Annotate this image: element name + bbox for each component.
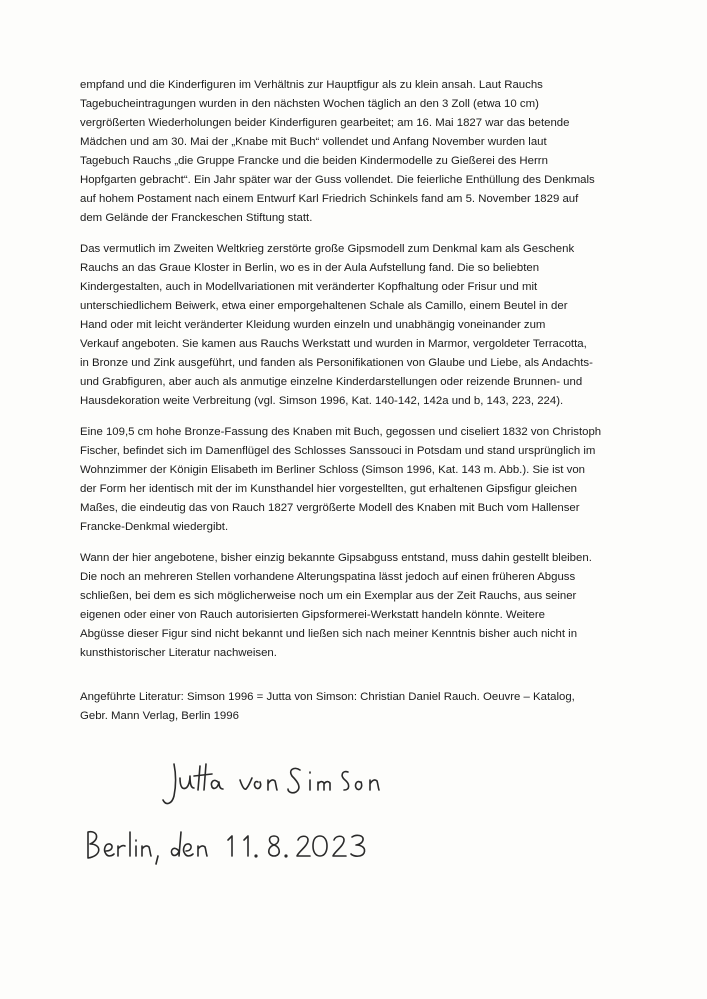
paragraph-gap xyxy=(80,228,640,240)
text-line: vergrößerten Wiederholungen beider Kinderfiguren gearbeitet; am 16. Mai 1827 war das betende xyxy=(80,117,570,129)
text-line: kunsthistorischer Literatur nachweisen. xyxy=(80,647,277,659)
text-line: Kindergestalten, auch in Modellvariationen mit veränderter Kopfhaltung oder Frisur und mit xyxy=(80,281,538,293)
text-line: Abgüsse dieser Figur sind nicht bekannt und ließen sich nach meiner Kenntnis bisher auch nicht in xyxy=(80,628,578,640)
text-line: Das vermutlich im Zweiten Weltkrieg zerstörte große Gipsmodell zum Denkmal kam als Geschenk xyxy=(80,243,575,255)
paragraph-gap xyxy=(80,537,640,549)
text-line: Rauchs an das Graue Kloster in Berlin, wo es in der Aula Aufstellung fand. Die so beliebten xyxy=(80,262,540,274)
text-line: Wann der hier angebotene, bisher einzig bekannte Gipsabguss entstand, muss dahin gestellt bleiben. xyxy=(80,552,592,564)
bibliography-line: Gebr. Mann Verlag, Berlin 1996 xyxy=(80,710,239,722)
text-line: auf hohem Postament nach einem Entwurf Karl Friedrich Schinkels fand am 5. November 1829 auf xyxy=(80,193,579,205)
text-line: unterschiedlichem Beiwerk, etwa einer emporgehaltenen Schale als Camillo, einem Beutel in der xyxy=(80,300,568,312)
text-line: schließen, bei dem es sich möglicherweise noch um ein Exemplar aus der Zeit Rauchs, aus seiner xyxy=(80,590,577,602)
text-line: dem Gelände der Franckeschen Stiftung statt. xyxy=(80,212,313,224)
paragraph-1 xyxy=(80,76,640,228)
text-line: Francke-Denkmal wiedergibt. xyxy=(80,521,229,533)
bibliography-line: Angeführte Literatur: Simson 1996 = Jutta von Simson: Christian Daniel Rauch. Oeuvre – Katalog, xyxy=(80,691,575,703)
paragraph-gap xyxy=(80,411,640,423)
text-line: in Bronze und Zink ausgeführt, und fanden als Personifikationen von Glaube und Liebe, als Andachts- xyxy=(80,357,593,369)
body-text xyxy=(80,76,640,663)
text-line: der Form her identisch mit der im Kunsthandel hier vorgestellten, gut erhaltenen Gipsfigur gleichen xyxy=(80,483,578,495)
text-line: Hand oder mit leicht veränderter Kleidung wurden einzeln und unabhängig voneinander zum xyxy=(80,319,546,331)
text-line: Tagebucheintragungen wurden in den nächsten Wochen täglich an den 3 Zoll (etwa 10 cm) xyxy=(80,98,539,110)
text-line: Eine 109,5 cm hohe Bronze-Fassung des Knaben mit Buch, gegossen und ciseliert 1832 von Christoph xyxy=(80,426,602,438)
text-line: Wohnzimmer der Königin Elisabeth im Berliner Schloss (Simson 1996, Kat. 143 m. Abb.). Sie ist von xyxy=(80,464,586,476)
bibliography xyxy=(80,688,640,726)
handwritten-signature xyxy=(160,752,400,812)
text-line: Hopfgarten gebracht“. Ein Jahr später war der Guss vollendet. Die feierliche Enthüllung des Denkmals xyxy=(80,174,595,186)
text-line: empfand und die Kinderfiguren im Verhältnis zur Hauptfigur als zu klein ansah. Laut Rauchs xyxy=(80,79,543,91)
handwritten-place-date xyxy=(78,818,378,878)
text-line: Mädchen und am 30. Mai der „Knabe mit Buch“ vollendet und Anfang November wurden laut xyxy=(80,136,547,148)
paragraph-2 xyxy=(80,240,640,411)
text-line: Tagebuch Rauchs „die Gruppe Francke und die beiden Kindermodelle zu Gießerei des Herrn xyxy=(80,155,548,167)
paragraph-3 xyxy=(80,423,640,537)
text-line: eigenen oder einer von Rauch autorisierten Gipsformerei-Werkstatt handeln könnte. Weitere xyxy=(80,609,545,621)
text-line: Fischer, befindet sich im Damenflügel des Schlosses Sanssouci in Potsdam und stand ursprünglich im xyxy=(80,445,596,457)
paragraph-4 xyxy=(80,549,640,663)
text-line: Hausdekoration weite Verbreitung (vgl. Simson 1996, Kat. 140-142, 142a und b, 143, 223, 224). xyxy=(80,395,564,407)
text-line: Verkauf angeboten. Sie kamen aus Rauchs Werkstatt und wurden in Marmor, vergoldeter Terracotta, xyxy=(80,338,587,350)
text-line: Die noch an mehreren Stellen vorhandene Alterungspatina lässt jedoch auf einen früheren Abguss xyxy=(80,571,576,583)
text-line: Maßes, die eindeutig das von Rauch 1827 vergrößerte Modell des Knaben mit Buch vom Hallenser xyxy=(80,502,580,514)
text-line: und Grabfiguren, aber auch als anmutige einzelne Kinderdarstellungen oder reizende Brunnen- und xyxy=(80,376,583,388)
